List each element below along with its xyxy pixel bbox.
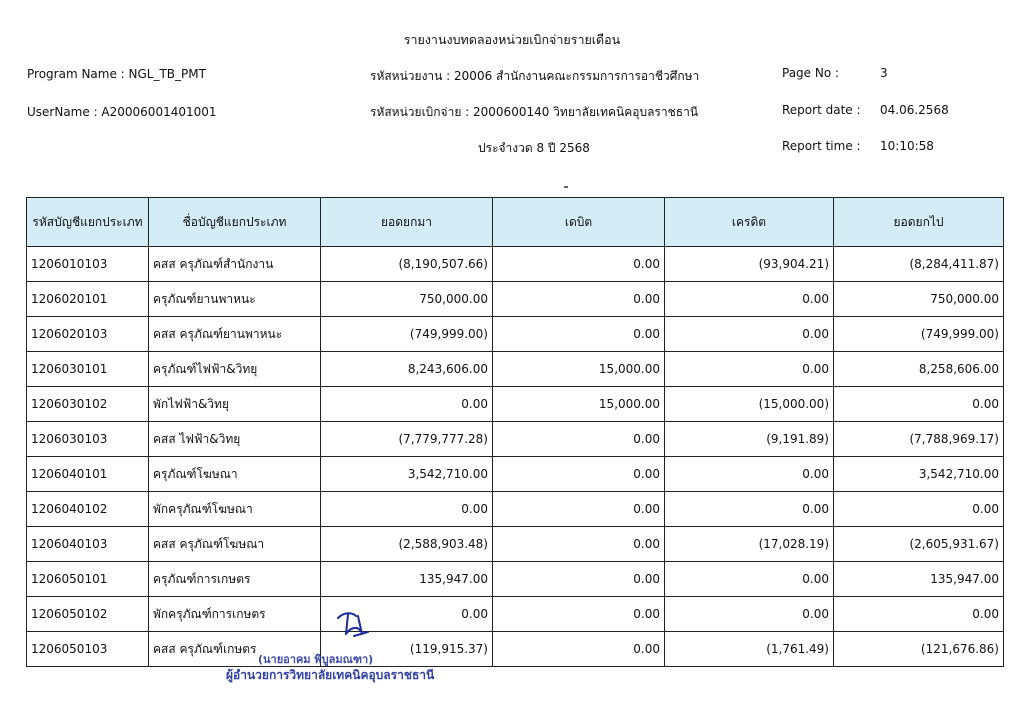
cell-carried-forward: (7,788,969.17) xyxy=(834,422,1004,457)
cell-debit: 0.00 xyxy=(493,492,665,527)
cell-credit: (15,000.00) xyxy=(665,387,834,422)
cell-account-code: 1206040103 xyxy=(27,527,149,562)
cell-carried-forward: 0.00 xyxy=(834,597,1004,632)
cell-credit: 0.00 xyxy=(665,352,834,387)
cell-credit: 0.00 xyxy=(665,562,834,597)
table-row xyxy=(27,317,1004,352)
cell-brought-forward: 750,000.00 xyxy=(321,282,493,317)
col-header-account-code: รหัสบัญชีแยกประเภท xyxy=(27,198,149,247)
cell-account-code: 1206030103 xyxy=(27,422,149,457)
cell-carried-forward: 8,258,606.00 xyxy=(834,352,1004,387)
cell-credit: (93,904.21) xyxy=(665,247,834,282)
cell-account-name: ครุภัณฑ์การเกษตร xyxy=(149,562,321,597)
cell-debit: 0.00 xyxy=(493,597,665,632)
cell-brought-forward: 135,947.00 xyxy=(321,562,493,597)
user-name: UserName : A20006001401001 xyxy=(27,105,217,119)
cell-carried-forward: (121,676.86) xyxy=(834,632,1004,667)
table-row xyxy=(27,527,1004,562)
cell-account-name: ครุภัณฑ์ยานพาหนะ xyxy=(149,282,321,317)
cell-carried-forward: 750,000.00 xyxy=(834,282,1004,317)
cell-brought-forward: (8,190,507.66) xyxy=(321,247,493,282)
report-title: รายงานงบทดลองหน่วยเบิกจ่ายรายเดือน xyxy=(403,32,621,47)
table-row xyxy=(27,457,1004,492)
cell-brought-forward: 0.00 xyxy=(321,597,493,632)
table-row xyxy=(27,492,1004,527)
page-no-value: 3 xyxy=(880,66,888,80)
cell-account-code: 1206030102 xyxy=(27,387,149,422)
cell-account-name: คสส ครุภัณฑ์โฆษณา xyxy=(149,527,321,562)
col-header-brought-forward: ยอดยกมา xyxy=(321,198,493,247)
cell-credit: (9,191.89) xyxy=(665,422,834,457)
cell-account-code: 1206020101 xyxy=(27,282,149,317)
cell-debit: 15,000.00 xyxy=(493,387,665,422)
cell-brought-forward: 0.00 xyxy=(321,387,493,422)
report-time-label: Report time : xyxy=(782,139,861,153)
cell-brought-forward: (119,915.37) xyxy=(321,632,493,667)
scan-speck xyxy=(564,186,568,188)
table-header-row xyxy=(27,198,1004,247)
program-name: Program Name : NGL_TB_PMT xyxy=(27,67,206,81)
cell-account-name: คสส ครุภัณฑ์ยานพาหนะ xyxy=(149,317,321,352)
cell-brought-forward: 8,243,606.00 xyxy=(321,352,493,387)
cell-account-name: คสส ครุภัณฑ์เกษตร xyxy=(149,632,321,667)
cell-carried-forward: 0.00 xyxy=(834,387,1004,422)
cell-carried-forward: (8,284,411.87) xyxy=(834,247,1004,282)
cell-debit: 0.00 xyxy=(493,317,665,352)
cell-credit: 0.00 xyxy=(665,282,834,317)
cell-credit: 0.00 xyxy=(665,457,834,492)
cell-account-name: พักครุภัณฑ์การเกษตร xyxy=(149,597,321,632)
cell-carried-forward: 0.00 xyxy=(834,492,1004,527)
col-header-debit: เดบิต xyxy=(493,198,665,247)
table-row xyxy=(27,247,1004,282)
col-header-account-name: ชื่อบัญชีแยกประเภท xyxy=(149,198,321,247)
cell-brought-forward: (2,588,903.48) xyxy=(321,527,493,562)
cell-carried-forward: (2,605,931.67) xyxy=(834,527,1004,562)
cell-carried-forward: 3,542,710.00 xyxy=(834,457,1004,492)
cell-brought-forward: (7,779,777.28) xyxy=(321,422,493,457)
cell-debit: 0.00 xyxy=(493,457,665,492)
cell-brought-forward: 3,542,710.00 xyxy=(321,457,493,492)
col-header-carried-forward: ยอดยกไป xyxy=(834,198,1004,247)
cell-brought-forward: (749,999.00) xyxy=(321,317,493,352)
signature-mark xyxy=(334,608,374,642)
table-row xyxy=(27,422,1004,457)
cell-credit: 0.00 xyxy=(665,317,834,352)
report-date-value: 04.06.2568 xyxy=(880,103,949,117)
disbursing-unit-code: รหัสหน่วยเบิกจ่าย : 2000600140 วิทยาลัยเทคนิคอุบลราชธานี xyxy=(370,105,699,119)
cell-credit: 0.00 xyxy=(665,597,834,632)
report-period: ประจำงวด 8 ปี 2568 xyxy=(478,141,590,155)
cell-account-code: 1206040102 xyxy=(27,492,149,527)
agency-code: รหัสหน่วยงาน : 20006 สำนักงานคณะกรรมการการอาชีวศึกษา xyxy=(370,69,700,83)
cell-account-name: คสส ครุภัณฑ์สำนักงาน xyxy=(149,247,321,282)
cell-account-name: พักครุภัณฑ์โฆษณา xyxy=(149,492,321,527)
cell-account-code: 1206030101 xyxy=(27,352,149,387)
cell-carried-forward: (749,999.00) xyxy=(834,317,1004,352)
cell-account-code: 1206020103 xyxy=(27,317,149,352)
cell-account-code: 1206010103 xyxy=(27,247,149,282)
table-row xyxy=(27,597,1004,632)
cell-account-name: คสส ไฟฟ้า&วิทยุ xyxy=(149,422,321,457)
table-row xyxy=(27,282,1004,317)
trial-balance-table xyxy=(26,197,1004,667)
cell-account-name: ครุภัณฑ์ไฟฟ้า&วิทยุ xyxy=(149,352,321,387)
cell-debit: 15,000.00 xyxy=(493,352,665,387)
signer-name: (นายอาคม พิบูลมณฑา) xyxy=(258,653,374,666)
cell-credit: 0.00 xyxy=(665,492,834,527)
cell-credit: (17,028.19) xyxy=(665,527,834,562)
cell-debit: 0.00 xyxy=(493,527,665,562)
cell-debit: 0.00 xyxy=(493,562,665,597)
signer-position: ผู้อำนวยการวิทยาลัยเทคนิคอุบลราชธานี xyxy=(226,668,435,682)
table-row xyxy=(27,632,1004,667)
cell-carried-forward: 135,947.00 xyxy=(834,562,1004,597)
col-header-credit: เครดิต xyxy=(665,198,834,247)
cell-account-code: 1206040101 xyxy=(27,457,149,492)
table-row xyxy=(27,352,1004,387)
cell-account-code: 1206050102 xyxy=(27,597,149,632)
cell-account-code: 1206050103 xyxy=(27,632,149,667)
page-no-label: Page No : xyxy=(782,66,840,80)
cell-credit: (1,761.49) xyxy=(665,632,834,667)
table-body xyxy=(27,247,1004,667)
cell-account-name: ครุภัณฑ์โฆษณา xyxy=(149,457,321,492)
cell-debit: 0.00 xyxy=(493,632,665,667)
cell-account-code: 1206050101 xyxy=(27,562,149,597)
report-time-value: 10:10:58 xyxy=(880,139,934,153)
cell-debit: 0.00 xyxy=(493,247,665,282)
cell-account-name: พักไฟฟ้า&วิทยุ xyxy=(149,387,321,422)
report-date-label: Report date : xyxy=(782,103,861,117)
cell-brought-forward: 0.00 xyxy=(321,492,493,527)
cell-debit: 0.00 xyxy=(493,282,665,317)
cell-debit: 0.00 xyxy=(493,422,665,457)
table-row xyxy=(27,562,1004,597)
table-row xyxy=(27,387,1004,422)
